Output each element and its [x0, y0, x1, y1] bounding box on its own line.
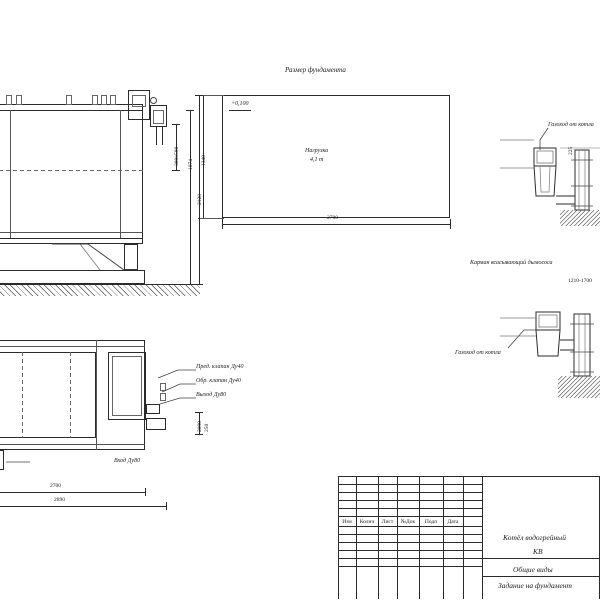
title-block-header-row	[338, 526, 482, 527]
title-block-col-main	[482, 476, 483, 600]
dim-tick	[145, 488, 146, 496]
title-block-col-kolich: Колич	[359, 519, 375, 525]
extension-line	[198, 218, 224, 219]
dim-tick	[222, 219, 223, 229]
title-block-col-podp: Подп	[424, 519, 438, 525]
foundation-width-dimline	[222, 224, 450, 225]
title-block-main-sep	[482, 558, 600, 559]
boiler-side-duct-drop	[162, 127, 163, 145]
dim-tick	[450, 219, 451, 229]
title-line-foundation-task: Задание на фундамент	[498, 581, 572, 590]
boiler-nozzle	[101, 95, 107, 105]
boiler-plan-stub	[146, 418, 166, 430]
boiler-plan-hidden-line	[70, 352, 71, 438]
callout-obr-klapan: Обр. клапан Ду40	[196, 378, 241, 384]
dim-tick	[195, 412, 203, 413]
boiler-plan-stub	[146, 404, 160, 414]
boiler-plan-inner-line	[0, 444, 145, 445]
title-block-col	[356, 476, 357, 600]
dim-tick	[195, 284, 203, 285]
plan-dim-250: 2890	[197, 421, 203, 432]
title-block-col-data: Дата	[447, 519, 459, 525]
side-dim-line-1874	[190, 110, 191, 284]
boiler-support-leg	[124, 244, 138, 270]
title-block-row	[338, 516, 482, 517]
boiler-plan-panel	[0, 352, 96, 438]
plan-dim-2700: 2700	[50, 483, 61, 489]
callout-vyhod: Выход Ду80	[196, 392, 227, 398]
plan-dim-2890: 2890	[54, 497, 65, 503]
dim-tick	[195, 434, 203, 435]
title-block-col	[378, 476, 379, 600]
ground-hatch	[0, 284, 200, 296]
right-dim-225: 225	[568, 146, 574, 155]
dim-tick	[195, 95, 203, 96]
boiler-nozzle	[110, 95, 116, 105]
foundation-rectangle	[222, 95, 450, 218]
foundation-slab-side	[0, 270, 145, 284]
title-block-row	[338, 492, 482, 493]
boiler-plan-nozzle	[160, 383, 166, 391]
callout-pred-klapan: Пред. клапан Ду40	[196, 364, 244, 370]
side-dim-2128: 2128	[197, 194, 203, 205]
boiler-side-duct-drop	[156, 127, 157, 145]
boiler-nozzle	[16, 95, 22, 105]
title-line-boiler: Котёл водогрейный	[503, 533, 566, 542]
boiler-plan-inner-line	[96, 340, 97, 450]
right-detail-hatch	[558, 376, 600, 398]
title-line-kv: КВ	[533, 547, 543, 556]
title-block-col	[463, 476, 464, 600]
boiler-nozzle	[92, 95, 98, 105]
title-block-row	[338, 508, 482, 509]
right-detail-hatch-upper	[560, 210, 600, 226]
boiler-side-inner-line	[10, 110, 11, 238]
dim-tick	[166, 502, 167, 510]
load-label: Нагрузка	[305, 148, 329, 154]
title-block-col-ndok: №Док	[400, 519, 416, 525]
right-dim-1210-1700: 1210-1700	[568, 278, 592, 284]
title-block-col	[397, 476, 398, 600]
foundation-height-value: 1340	[201, 155, 207, 166]
plan-dim-2890-line	[0, 506, 166, 507]
title-block-row	[338, 534, 482, 535]
boiler-side-duct-inner	[153, 110, 164, 124]
boiler-plan-nozzle	[160, 393, 166, 401]
title-block-row	[338, 566, 482, 567]
title-block-row	[338, 550, 482, 551]
boiler-plan-right-module-inner	[112, 356, 142, 416]
boiler-side-top-plate	[0, 110, 143, 111]
boiler-nozzle	[66, 95, 72, 105]
label-gazohod-top: Газоход от котла	[548, 122, 594, 128]
title-line-general-views: Общие виды	[513, 565, 553, 574]
label-karman: Карман всасывающий дымососа	[470, 260, 553, 266]
boiler-flange-circle	[150, 97, 157, 104]
dim-tick	[172, 124, 180, 125]
title-block-row	[338, 484, 482, 485]
callout-vhod: Вход Ду80	[114, 458, 141, 464]
plan-dim-250-value: 250	[204, 423, 210, 432]
label-gazohod-bottom: Газоход от котла	[455, 350, 501, 356]
boiler-nozzle	[6, 95, 12, 105]
foundation-title: Размер фундамента	[285, 66, 346, 74]
title-block-main-sep	[482, 576, 600, 577]
side-dim-300x500: 300x500	[174, 146, 180, 166]
boiler-plan-inner-line	[0, 346, 145, 347]
side-dim-line-2128	[199, 95, 200, 284]
title-block-row	[338, 500, 482, 501]
title-block-col	[443, 476, 444, 600]
title-block-col-izm: Изм	[342, 519, 352, 525]
plan-dim-2700-line	[0, 492, 145, 493]
elevation-underline	[229, 110, 251, 111]
title-block-row	[338, 558, 482, 559]
boiler-plan-hidden-line	[22, 352, 23, 438]
dim-tick	[186, 110, 194, 111]
title-block-row	[338, 542, 482, 543]
ground-line	[0, 284, 200, 285]
foundation-width-value: 2700	[327, 215, 338, 221]
elevation-mark: +0,100	[231, 101, 249, 107]
boiler-side-inner-line	[120, 110, 121, 238]
boiler-side-right-module-inner	[132, 95, 146, 107]
title-block-col	[419, 476, 420, 600]
load-value: 4,1 т	[310, 157, 324, 163]
boiler-side-bottom-plate	[0, 238, 143, 239]
title-block-col-list: Лист	[381, 519, 394, 525]
boiler-side-body	[0, 104, 143, 244]
side-dim-1874: 1874	[188, 159, 194, 170]
boiler-side-hidden-line	[0, 170, 143, 171]
dim-tick	[186, 284, 194, 285]
dim-tick	[172, 170, 180, 171]
boiler-plan-outlet	[0, 450, 4, 470]
boiler-side-inner-line	[0, 232, 143, 233]
